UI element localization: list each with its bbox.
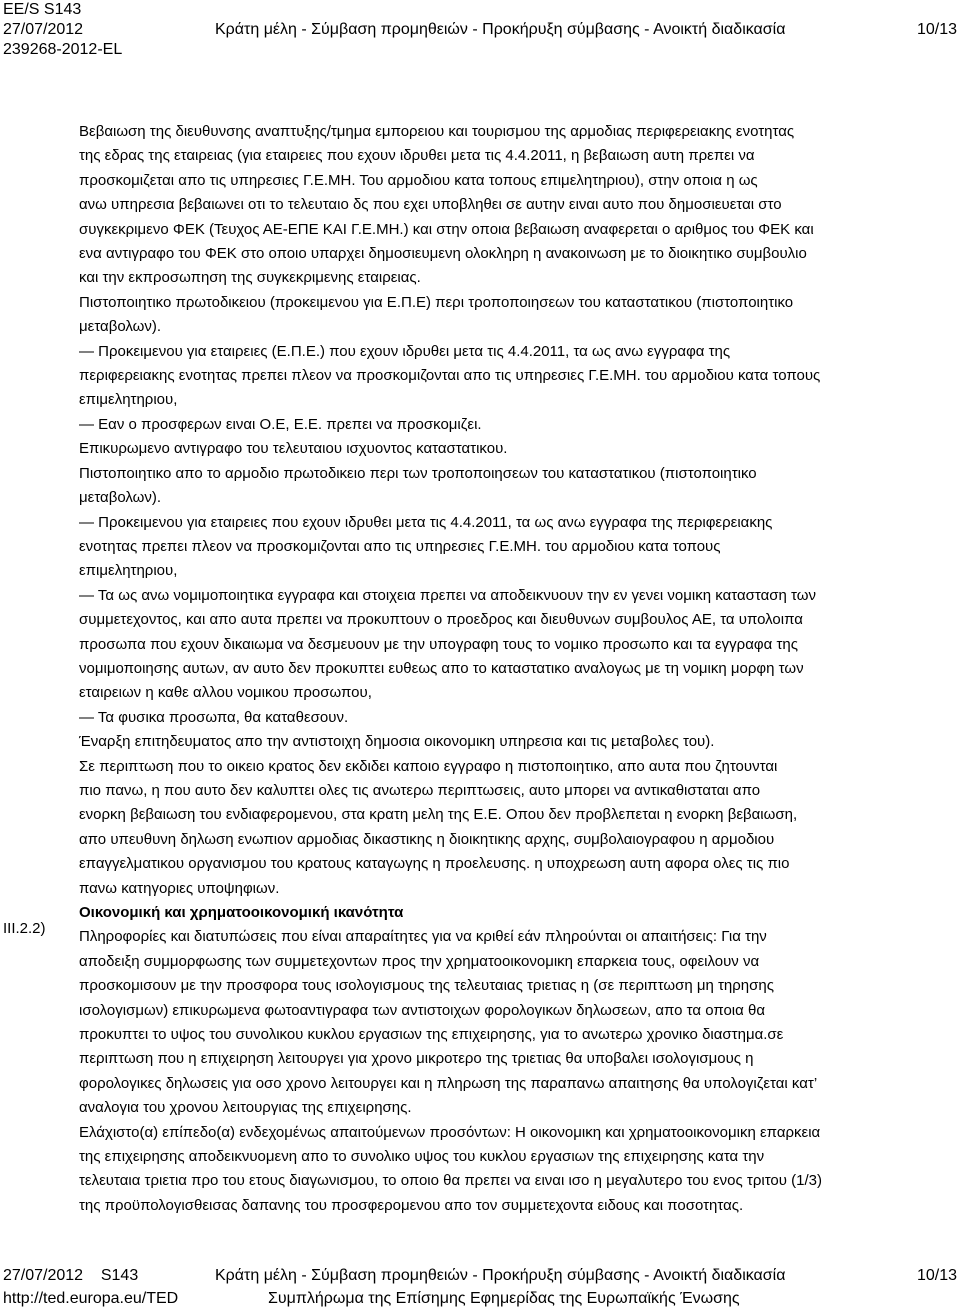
body-text <box>79 120 955 901</box>
text-line: μεταβολων). <box>79 489 162 507</box>
text-line: Σε περιπτωση που το οικειο κρατος δεν εκδιδει καποιο εγγραφο η πιστοποιητικο, απο αυτα που ζητουνται <box>79 757 778 775</box>
text-line: ενοτητας πρεπει πλεον να προσκομιζονται απο τις υπηρεσιες Γ.Ε.ΜΗ. του αρμοδιου κατα τοπους <box>79 537 721 555</box>
text-line: συγκεκριμενο ΦΕΚ (Τευχος ΑΕ-ΕΠΕ ΚΑΙ Γ.Ε.ΜΗ.) και στην οποια βεβαιωση αναφερεται ο αριθμος του ΦΕΚ και <box>79 220 814 238</box>
text-line: περιπτωση που η επιχειρηση λειτουργει για χρονο μικροτερο της τριετιας θα υποβαλει ισολογισμους η <box>79 1050 754 1068</box>
footer-url[interactable]: http://ted.europa.eu/TED <box>3 1290 179 1307</box>
text-line: αποδειξη συμμορφωσης των συμμετεχοντων προς την χρηματοοικονομικη επαρκεια τους, οφειλουν να <box>79 952 760 970</box>
text-line: επαγγελματικου οργανισμου του κρατους καταγωγης η προελευσης. η υποχρεωση αυτη αφορα ολες τις πιο <box>79 855 790 873</box>
footer-date-series <box>3 1266 138 1286</box>
text-line: περιφερειακης ενοτητας πρεπει πλεον να προσκομιζονται απο τις υπηρεσιες Γ.Ε.ΜΗ. του αρμοδιου κατα τοπους <box>79 367 821 385</box>
text-line: προσωπα που εχουν δικαιωμα να δεσμευουν με την υπογραφη τους το νομικο προσωπο και τα εγγραφα της <box>79 635 798 653</box>
text-line: Έναρξη επιτηδευματος απο την αντιστοιχη δημοσια οικονομικη υπηρεσια και τις μεταβολες του). <box>79 733 715 751</box>
text-line: της εδρας της εταιρειας (για εταιρειες που εχουν ιδρυθει μετα τις 4.4.2011, η βεβαιωση αυτη πρεπει να <box>79 147 755 165</box>
footer-date: 27/07/2012 <box>3 1267 84 1284</box>
text-line: Επικυρωμενο αντιγραφο του τελευταιου ισχυοντος καταστατικου. <box>79 440 508 458</box>
text-line: πιο πανω, η που αυτο δεν καλυπτει ολες τις ανωτερω περιπτωσεις, αυτο μπορει να αντικαθισταται απο <box>79 781 761 799</box>
text-line: της επιχειρησης αποδεικνυομενη απο το συνολικο υψος του κυκλου εργασιων της επιχειρησης κατα την <box>79 1148 765 1166</box>
text-line: ενορκη βεβαιωση του ενδιαφερομενου, στα κρατη μελη της Ε.Ε. Οπου δεν προβλεπεται η ενορκη βεβαιωση, <box>79 806 798 824</box>
document-body <box>79 120 955 1218</box>
text-line: ανω υπηρεσια βεβαιωνει οτι το τελευταιο δς που εχει υποβληθει σε αυτην ειναι αυτο που δημοσιευεται στο <box>79 196 782 214</box>
footer-journal: Συμπλήρωμα της Επίσημης Εφημερίδας της Ευρωπαϊκής Ένωσης <box>268 1290 740 1307</box>
text-line: εταιρειων η καθε αλλου νομικου προσωπου, <box>79 684 372 702</box>
text-line: προσκομισουν με την προσφορα τους ισολογισμους της τελευταιας τριετιας η (σε περιπτωση μη τηρησης <box>79 977 774 995</box>
text-line: ισολογισμων) επικυρωμενα φωτοαντιγραφα των αντιστοιχων φορολογικων δηλωσεων, απο τα οποια θα <box>79 1001 765 1019</box>
text-line: αναλογια του χρονου λειτουργιας της επιχειρησης. <box>79 1099 412 1117</box>
text-line: συμμετεχοντος, και απο αυτα πρεπει να προκυπτουν ο προεδρος και διευθυνων συμβουλος ΑΕ, τα υπολοιπα <box>79 611 803 629</box>
text-line: επιμελητηριου, <box>79 391 178 409</box>
text-line: νομιμοποιησης αυτων, αν αυτο δεν προκυπτει ευθεως απο το καταστατικο αναλογως με τη νομικη μορφη των <box>79 659 804 677</box>
text-line: Βεβαιωση της διευθυνσης αναπτυξης/τμημα εμπορειου και τουρισμου της αρμοδιας περιφερειακης ενοτητας <box>79 123 795 140</box>
text-line: και την εκπροσωπηση της συγκεκριμενης εταιρειας. <box>79 269 421 287</box>
text-line: μεταβολων). <box>79 318 162 336</box>
text-line: επιμελητηριου, <box>79 562 178 580</box>
doc-id: EE/S S143 <box>3 1 82 18</box>
text-line: Πληροφορίες και διατυπώσεις που είναι απαραίτητες για να κριθεί εάν πληρούνται οι απαιτήσεις: Για την <box>79 928 767 946</box>
text-line: Πιστοποιητικο πρωτοδικειου (προκειμενου για Ε.Π.Ε) περι τροποποιησεων του καταστατικου (πιστοποιητικο <box>79 293 794 311</box>
text-line: — Προκειμενου για εταιρειες (Ε.Π.Ε.) που εχουν ιδρυθει μετα τις 4.4.2011, τα ως ανω εγγραφα της <box>79 342 731 360</box>
text-line: της προϋπολογισθεισας δαπανης του προσφερομενου απο τον συμμετεχοντα ειδους και ποσοτητας. <box>79 1196 744 1214</box>
text-line: ενα αντιγραφο του ΦΕΚ στο οποιο υπαρχει δημοσιευμενη ολοκληρη η ανακοινωση με το διοικητικο συμβουλιο <box>79 245 807 263</box>
header-title: Κράτη μέλη - Σύμβαση προμηθειών - Προκήρυξη σύμβασης - Ανοικτή διαδικασία <box>215 21 786 38</box>
text-line: προκυπτει το υψος του συνολικου κυκλου εργασιων της επιχειρησης, για το ανωτερω χρονικο διαστημα.σε <box>79 1026 784 1044</box>
notice-number: 239268-2012-EL <box>3 41 123 58</box>
text-line: — Προκειμενου για εταιρειες που εχουν ιδρυθει μετα τις 4.4.2011, τα ως ανω εγγραφα της περιφερειακης <box>79 513 773 531</box>
section-number: III.2.2) <box>3 920 46 937</box>
header-page-number: 10/13 <box>916 21 957 38</box>
text-line: Ελάχιστο(α) επίπεδο(α) ενδεχομένως απαιτούμενων προσόντων: Η οικονομικη και χρηματοοικονομικη επαρκεια <box>79 1123 821 1141</box>
footer-title: Κράτη μέλη - Σύμβαση προμηθειών - Προκήρυξη σύμβασης - Ανοικτή διαδικασία <box>215 1267 786 1284</box>
text-line: προσκομιζεται απο τις υπηρεσιες Γ.Ε.ΜΗ. Του αρμοδιου κατα τοπους επιμελητηριου), στην οποια η ως <box>79 171 758 189</box>
header-date: 27/07/2012 <box>3 21 84 38</box>
footer-page-number: 10/13 <box>916 1267 957 1284</box>
section-title: Οικονομική και χρηματοοικονομική ικανότητα <box>79 904 404 921</box>
text-line: — Τα ως ανω νομιμοποιητικα εγγραφα και στοιχεια πρεπει να αποδεικνυουν την εν γενει νομικη κατασταση των <box>79 586 816 604</box>
text-line: — Εαν ο προσφερων ειναι Ο.Ε, Ε.Ε. πρεπει να προσκομιζει. <box>79 415 482 433</box>
text-line: φορολογικες δηλωσεις για οσο χρονο λειτουργει και η πληρωση της παραπανω απαιτησης θα υπολογιζεται κατ’ <box>79 1074 818 1092</box>
text-line: Πιστοποιητικο απο το αρμοδιο πρωτοδικειο περι των τροποποιησεων του καταστατικου (πιστοποιητικο <box>79 464 757 482</box>
text-line: πανω κατηγοριες υποψηφιων. <box>79 879 280 897</box>
text-line: τελευταια τριετια προ του ετους διαγωνισμου, το οποιο θα πρεπει να ειναι ισο η μεγαλυτερο του ενος τριτου (1/3) <box>79 1172 822 1190</box>
text-line: — Τα φυσικα προσωπα, θα καταθεσουν. <box>79 708 349 726</box>
footer-series: S143 <box>100 1267 139 1284</box>
text-line: απο υπευθυνη δηλωση ενωπιον αρμοδιας δικαστικης η διοικητικης αρχης, συμβολαιογραφου η αρμοδιου <box>79 830 775 848</box>
section-text <box>79 925 955 1218</box>
